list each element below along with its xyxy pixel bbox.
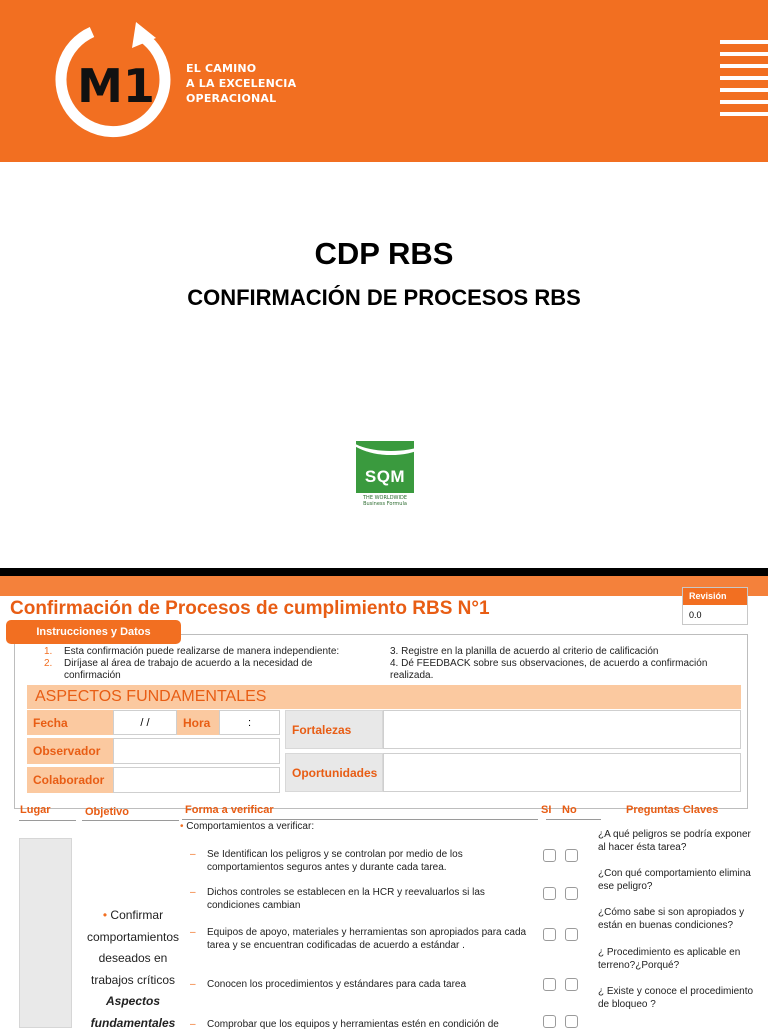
tagline-line-1: EL CAMINO <box>186 62 257 75</box>
col-si: SI <box>541 804 552 816</box>
fecha-input[interactable]: / / <box>113 710 177 735</box>
si-checkbox[interactable] <box>543 978 556 991</box>
forma-item: – Equipos de apoyo, materiales y herramientas son apropiados para cada tarea y se encuentran codificadas de acuerdo a estándar . <box>190 927 527 951</box>
page-title: CDP RBS <box>314 236 454 271</box>
forma-item: – Se Identifican los peligros y se controlan por medio de los comportamientos seguros antes y durante cada tarea. <box>190 849 463 873</box>
si-checkbox[interactable] <box>543 849 556 862</box>
instructions-tab[interactable]: Instrucciones y Datos <box>6 620 181 644</box>
oportunidades-input[interactable] <box>383 753 741 792</box>
instruction-item: 2. Diríjase al área de trabajo de acuerdo a la necesidad de confirmación <box>44 658 313 681</box>
pregunta-clave: ¿Cómo sabe si son apropiados y están en buenas condiciones? <box>598 907 745 931</box>
objetivo-text: • Confirmar comportamientos deseados en trabajos críticos Aspectos fundamentales <box>86 908 180 1030</box>
tagline-line-2: A LA EXCELENCIA <box>186 77 297 90</box>
fortalezas-input[interactable] <box>383 710 741 749</box>
col-forma: Forma a verificar <box>185 804 274 816</box>
logo-text: M1 <box>77 59 155 113</box>
slide-divider <box>0 568 768 576</box>
sqm-logo-icon <box>356 441 414 493</box>
page-subtitle: CONFIRMACIÓN DE PROCESOS RBS <box>187 285 581 310</box>
no-checkbox[interactable] <box>565 978 578 991</box>
col-lugar: Lugar <box>20 804 51 816</box>
col-underline <box>546 819 601 820</box>
forma-intro: • Comportamientos a verificar: <box>180 821 315 832</box>
revision-label: Revisión <box>683 588 747 605</box>
pregunta-clave: ¿ Existe y conoce el procedimiento de bloqueo ? <box>598 986 754 1010</box>
observador-input[interactable] <box>113 738 280 764</box>
instructions-right <box>390 646 730 682</box>
col-underline <box>19 820 76 821</box>
no-checkbox[interactable] <box>565 849 578 862</box>
menu-lines-icon[interactable] <box>720 40 770 126</box>
pregunta-clave: ¿Con qué comportamiento elimina ese peligro? <box>598 868 751 892</box>
revision-box <box>682 587 748 625</box>
col-underline <box>182 819 538 820</box>
col-objetivo: Objetivo <box>85 806 130 818</box>
logo-tagline <box>186 61 296 106</box>
pregunta-clave: ¿ Procedimiento es aplicable en terreno?¿Porqué? <box>598 947 741 971</box>
objetivo-main: Confirmar comportamientos deseados en trabajos críticos <box>86 908 180 987</box>
forma-item: – Dichos controles se establecen en la HCR y reevaluarlos si las condiciones cambian <box>190 887 485 911</box>
si-checkbox[interactable] <box>543 928 556 941</box>
lugar-cell[interactable] <box>19 838 72 1028</box>
sqm-tagline-1: THE WORLDWIDE <box>363 495 407 501</box>
no-checkbox[interactable] <box>565 887 578 900</box>
sqm-name: SQM <box>364 467 406 486</box>
sqm-logo <box>356 441 414 507</box>
form-title: Confirmación de Procesos de cumplimiento RBS N°1 <box>10 598 490 619</box>
colaborador-input[interactable] <box>113 767 280 793</box>
no-checkbox[interactable] <box>565 928 578 941</box>
col-no: No <box>562 804 577 816</box>
observador-label: Observador <box>27 738 113 764</box>
slide2-header-band <box>0 576 768 596</box>
pregunta-clave: ¿A qué peligros se podría exponer al hacer ésta tarea? <box>598 829 751 853</box>
si-checkbox[interactable] <box>543 1015 556 1028</box>
si-checkbox[interactable] <box>543 887 556 900</box>
hora-input[interactable]: : <box>219 710 280 735</box>
instructions-left <box>44 646 364 682</box>
fecha-label: Fecha <box>27 710 113 735</box>
forma-item: – Comprobar que los equipos y herramientas estén en condición de <box>190 1019 499 1030</box>
col-preguntas: Preguntas Claves <box>626 804 719 816</box>
revision-value: 0.0 <box>689 610 702 620</box>
hora-label: Hora <box>177 710 219 735</box>
aspectos-heading: ASPECTOS FUNDAMENTALES <box>27 685 741 709</box>
tagline-line-3: OPERACIONAL <box>186 92 277 105</box>
no-checkbox[interactable] <box>565 1015 578 1028</box>
m1-logo-icon <box>52 22 180 140</box>
fortalezas-label: Fortalezas <box>285 710 383 749</box>
objetivo-emphasis: Aspectos fundamentales <box>90 994 176 1030</box>
instruction-item: 3. Registre en la planilla de acuerdo al criterio de calificación <box>390 646 659 657</box>
oportunidades-label: Oportunidades <box>285 753 383 792</box>
colaborador-label: Colaborador <box>27 767 113 793</box>
col-underline <box>82 820 179 821</box>
sqm-tagline-2: Business Formula <box>363 501 407 507</box>
instruction-item: 1. Esta confirmación puede realizarse de manera independiente: <box>44 646 340 657</box>
instruction-item: 4. Dé FEEDBACK sobre sus observaciones, de acuerdo a confirmación realizada. <box>390 658 708 681</box>
forma-item: – Conocen los procedimientos y estándares para cada tarea <box>190 979 467 990</box>
